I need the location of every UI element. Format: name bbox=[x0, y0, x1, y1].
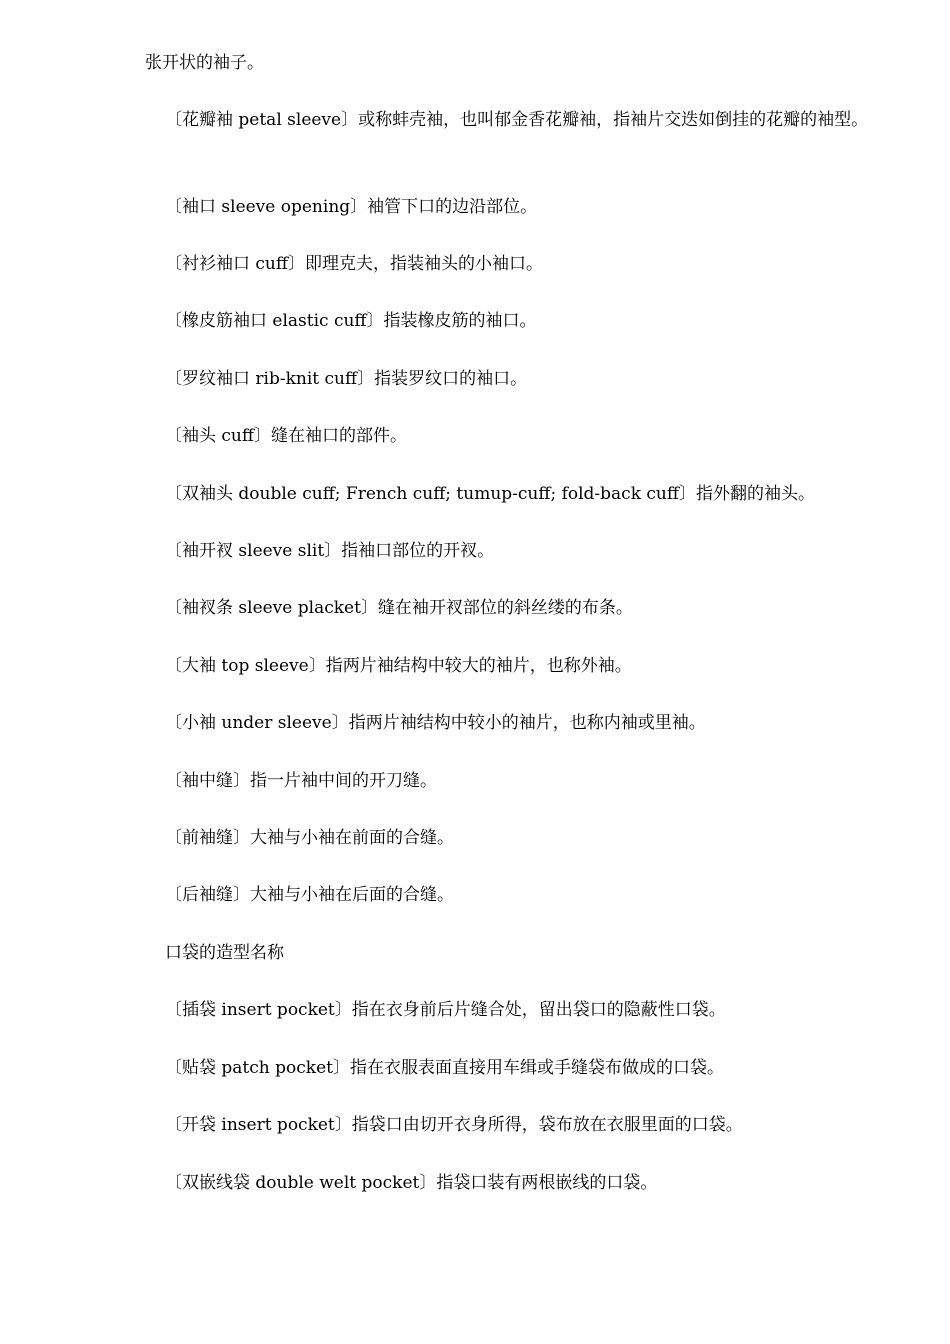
entry-elastic-cuff: 〔橡皮筋袖口 elastic cuff〕指装橡皮筋的袖口。 bbox=[165, 311, 537, 331]
entry-sleeve-placket: 〔袖衩条 sleeve placket〕缝在袖开衩部位的斜丝缕的布条。 bbox=[165, 598, 633, 618]
text-line: 张开状的袖子。 bbox=[145, 53, 264, 73]
entry-shirt-cuff: 〔衬衫袖口 cuff〕即理克夫，指装袖头的小袖口。 bbox=[165, 254, 543, 274]
entry-sleeve-opening: 〔袖口 sleeve opening〕袖管下口的边沿部位。 bbox=[165, 197, 538, 217]
section-heading-pockets: 口袋的造型名称 bbox=[165, 943, 284, 963]
entry-under-sleeve: 〔小袖 under sleeve〕指两片袖结构中较小的袖片，也称内袖或里袖。 bbox=[165, 713, 706, 733]
entry-rib-knit-cuff: 〔罗纹袖口 rib-knit cuff〕指装罗纹口的袖口。 bbox=[165, 369, 528, 389]
entry-slit-pocket: 〔开袋 insert pocket〕指袋口由切开衣身所得，袋布放在衣服里面的口袋。 bbox=[165, 1115, 743, 1135]
entry-double-cuff: 〔双袖头 double cuff; French cuff; tumup-cuff; fold-back cuff〕指外翻的袖头。 bbox=[165, 484, 815, 504]
entry-front-sleeve-seam: 〔前袖缝〕大袖与小袖在前面的合缝。 bbox=[165, 828, 454, 848]
paragraph-petal-sleeve: 〔花瓣袖 petal sleeve〕或称蚌壳袖，也叫郁金香花瓣袖，指袖片交迭如倒挂的花瓣的袖型。 bbox=[165, 110, 869, 130]
entry-top-sleeve: 〔大袖 top sleeve〕指两片袖结构中较大的袖片，也称外袖。 bbox=[165, 656, 632, 676]
entry-sleeve-center-seam: 〔袖中缝〕指一片袖中间的开刀缝。 bbox=[165, 771, 437, 791]
entry-sleeve-slit: 〔袖开衩 sleeve slit〕指袖口部位的开衩。 bbox=[165, 541, 495, 561]
entry-cuff: 〔袖头 cuff〕缝在袖口的部件。 bbox=[165, 426, 407, 446]
entry-patch-pocket: 〔贴袋 patch pocket〕指在衣服表面直接用车缉或手缝袋布做成的口袋。 bbox=[165, 1058, 724, 1078]
entry-insert-pocket: 〔插袋 insert pocket〕指在衣身前后片缝合处，留出袋口的隐蔽性口袋。 bbox=[165, 1000, 726, 1020]
entry-double-welt-pocket: 〔双嵌线袋 double welt pocket〕指袋口装有两根嵌线的口袋。 bbox=[165, 1173, 658, 1193]
entry-back-sleeve-seam: 〔后袖缝〕大袖与小袖在后面的合缝。 bbox=[165, 885, 454, 905]
